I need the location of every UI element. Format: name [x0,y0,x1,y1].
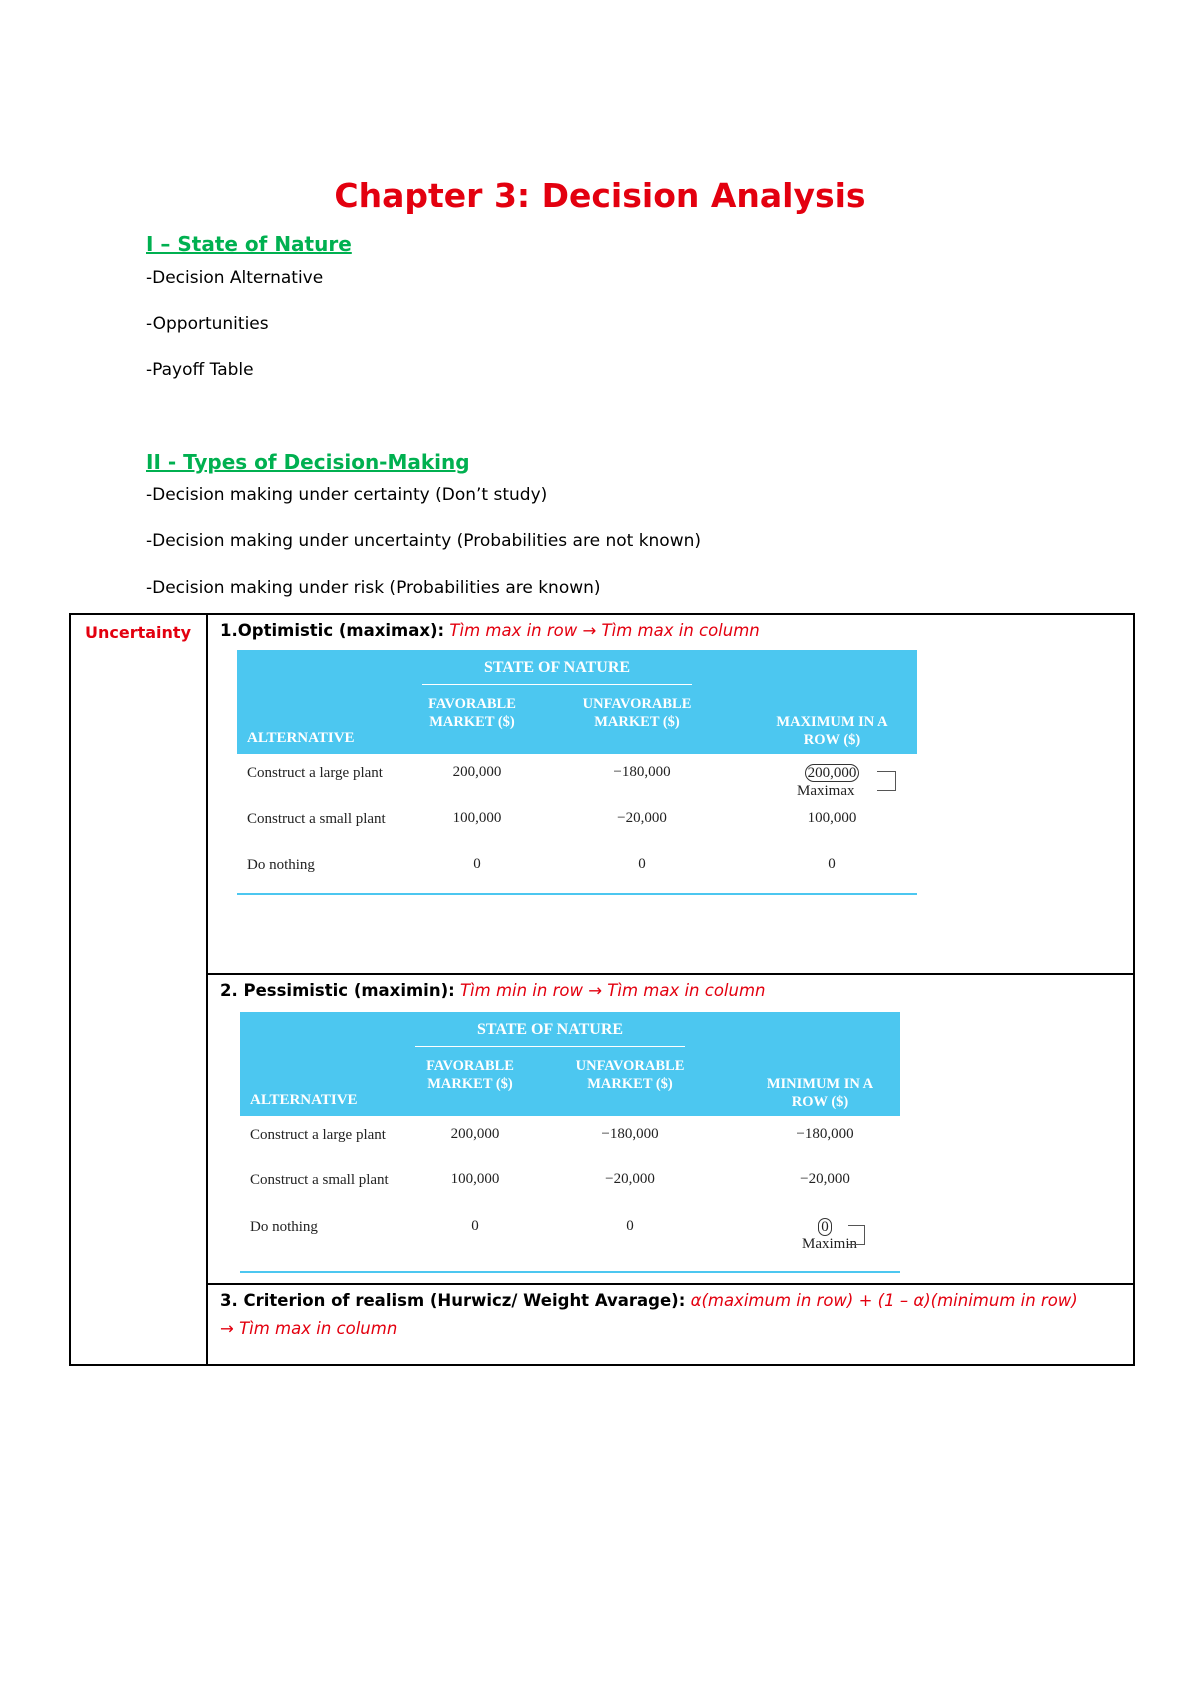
maximin-payoff-table [240,1012,900,1274]
col-header-maximum: MAXIMUM IN A ROW ($) [776,714,888,748]
col-header-alternative: ALTERNATIVE [250,1092,358,1108]
list-item: -Decision making under risk (Probabilities are known) [146,578,601,598]
optimistic-rule: Tìm max in row → Tìm max in column [449,621,760,640]
state-of-nature-header: STATE OF NATURE [483,659,631,676]
optimistic-label: 1.Optimistic (maximax): [220,621,445,640]
maximum-value [777,764,887,782]
list-item: -Decision Alternative [146,268,324,288]
pessimistic-rule: Tìm min in row → Tìm max in column [459,981,766,1000]
unfavorable-value: −20,000 [605,1171,655,1187]
pessimistic-cell [208,975,1133,1285]
optimistic-cell [208,615,1133,975]
decision-table [69,613,1135,1366]
col-header-alternative: ALTERNATIVE [247,730,355,746]
maximum-value: 0 [828,856,836,872]
favorable-value: 0 [471,1218,479,1234]
favorable-value: 0 [473,856,481,872]
alternative-cell: Construct a large plant [247,765,383,781]
optimistic-heading [220,621,760,640]
maximax-payoff-table [237,650,917,895]
header-divider [415,1046,685,1047]
list-item: -Payoff Table [146,360,254,380]
unfavorable-value: −20,000 [617,810,667,826]
minimum-value [800,1218,850,1236]
alternative-cell: Do nothing [247,857,315,873]
alternative-cell: Do nothing [250,1219,318,1235]
circled-value: 0 [818,1218,832,1236]
arrow-bracket-icon [848,1225,865,1245]
list-item: -Opportunities [146,314,269,334]
favorable-value: 200,000 [452,764,502,780]
unfavorable-value: 0 [626,1218,634,1234]
unfavorable-value: −180,000 [613,764,671,780]
table-bottom-rule [240,1271,900,1273]
arrow-bracket-icon [877,771,896,791]
minimum-value: −20,000 [800,1171,850,1187]
maximum-value: 100,000 [807,810,857,826]
page-title: Chapter 3: Decision Analysis [334,176,866,215]
table-bottom-rule [237,893,917,895]
table-header [237,650,917,754]
alternative-cell: Construct a large plant [250,1127,386,1143]
unfavorable-value: −180,000 [601,1126,659,1142]
uncertainty-label: Uncertainty [85,623,192,642]
col-header-minimum: MINIMUM IN A ROW ($) [766,1076,874,1110]
realism-label: 3. Criterion of realism (Hurwicz/ Weight Avarage): [220,1291,686,1310]
left-column [71,615,208,1364]
maximin-note: Maximin [802,1236,857,1252]
maximax-note: Maximax [797,783,855,799]
section-heading-types: II - Types of Decision-Making [146,450,470,474]
unfavorable-value: 0 [638,856,646,872]
realism-heading [220,1291,1078,1310]
circled-value: 200,000 [805,764,860,782]
alternative-cell: Construct a small plant [247,811,386,827]
pessimistic-label: 2. Pessimistic (maximin): [220,981,455,1000]
favorable-value: 100,000 [450,1171,500,1187]
favorable-value: 100,000 [452,810,502,826]
section-heading-state-of-nature: I – State of Nature [146,232,352,256]
favorable-value: 200,000 [450,1126,500,1142]
realism-formula: α(maximum in row) + (1 – α)(minimum in row) [690,1291,1078,1310]
realism-cell [208,1285,1133,1364]
table-header [240,1012,900,1116]
col-header-unfavorable: UNFAVORABLE MARKET ($) [582,696,692,730]
list-item: -Decision making under certainty (Don’t study) [146,485,548,505]
header-divider [422,684,692,685]
pessimistic-heading [220,981,766,1000]
col-header-favorable: FAVORABLE MARKET ($) [428,696,516,730]
state-of-nature-header: STATE OF NATURE [476,1021,624,1038]
minimum-value: −180,000 [796,1126,854,1142]
realism-rule: → Tìm max in column [220,1319,398,1338]
list-item: -Decision making under uncertainty (Probabilities are not known) [146,531,702,551]
col-header-favorable: FAVORABLE MARKET ($) [426,1058,514,1092]
col-header-unfavorable: UNFAVORABLE MARKET ($) [575,1058,685,1092]
alternative-cell: Construct a small plant [250,1172,389,1188]
